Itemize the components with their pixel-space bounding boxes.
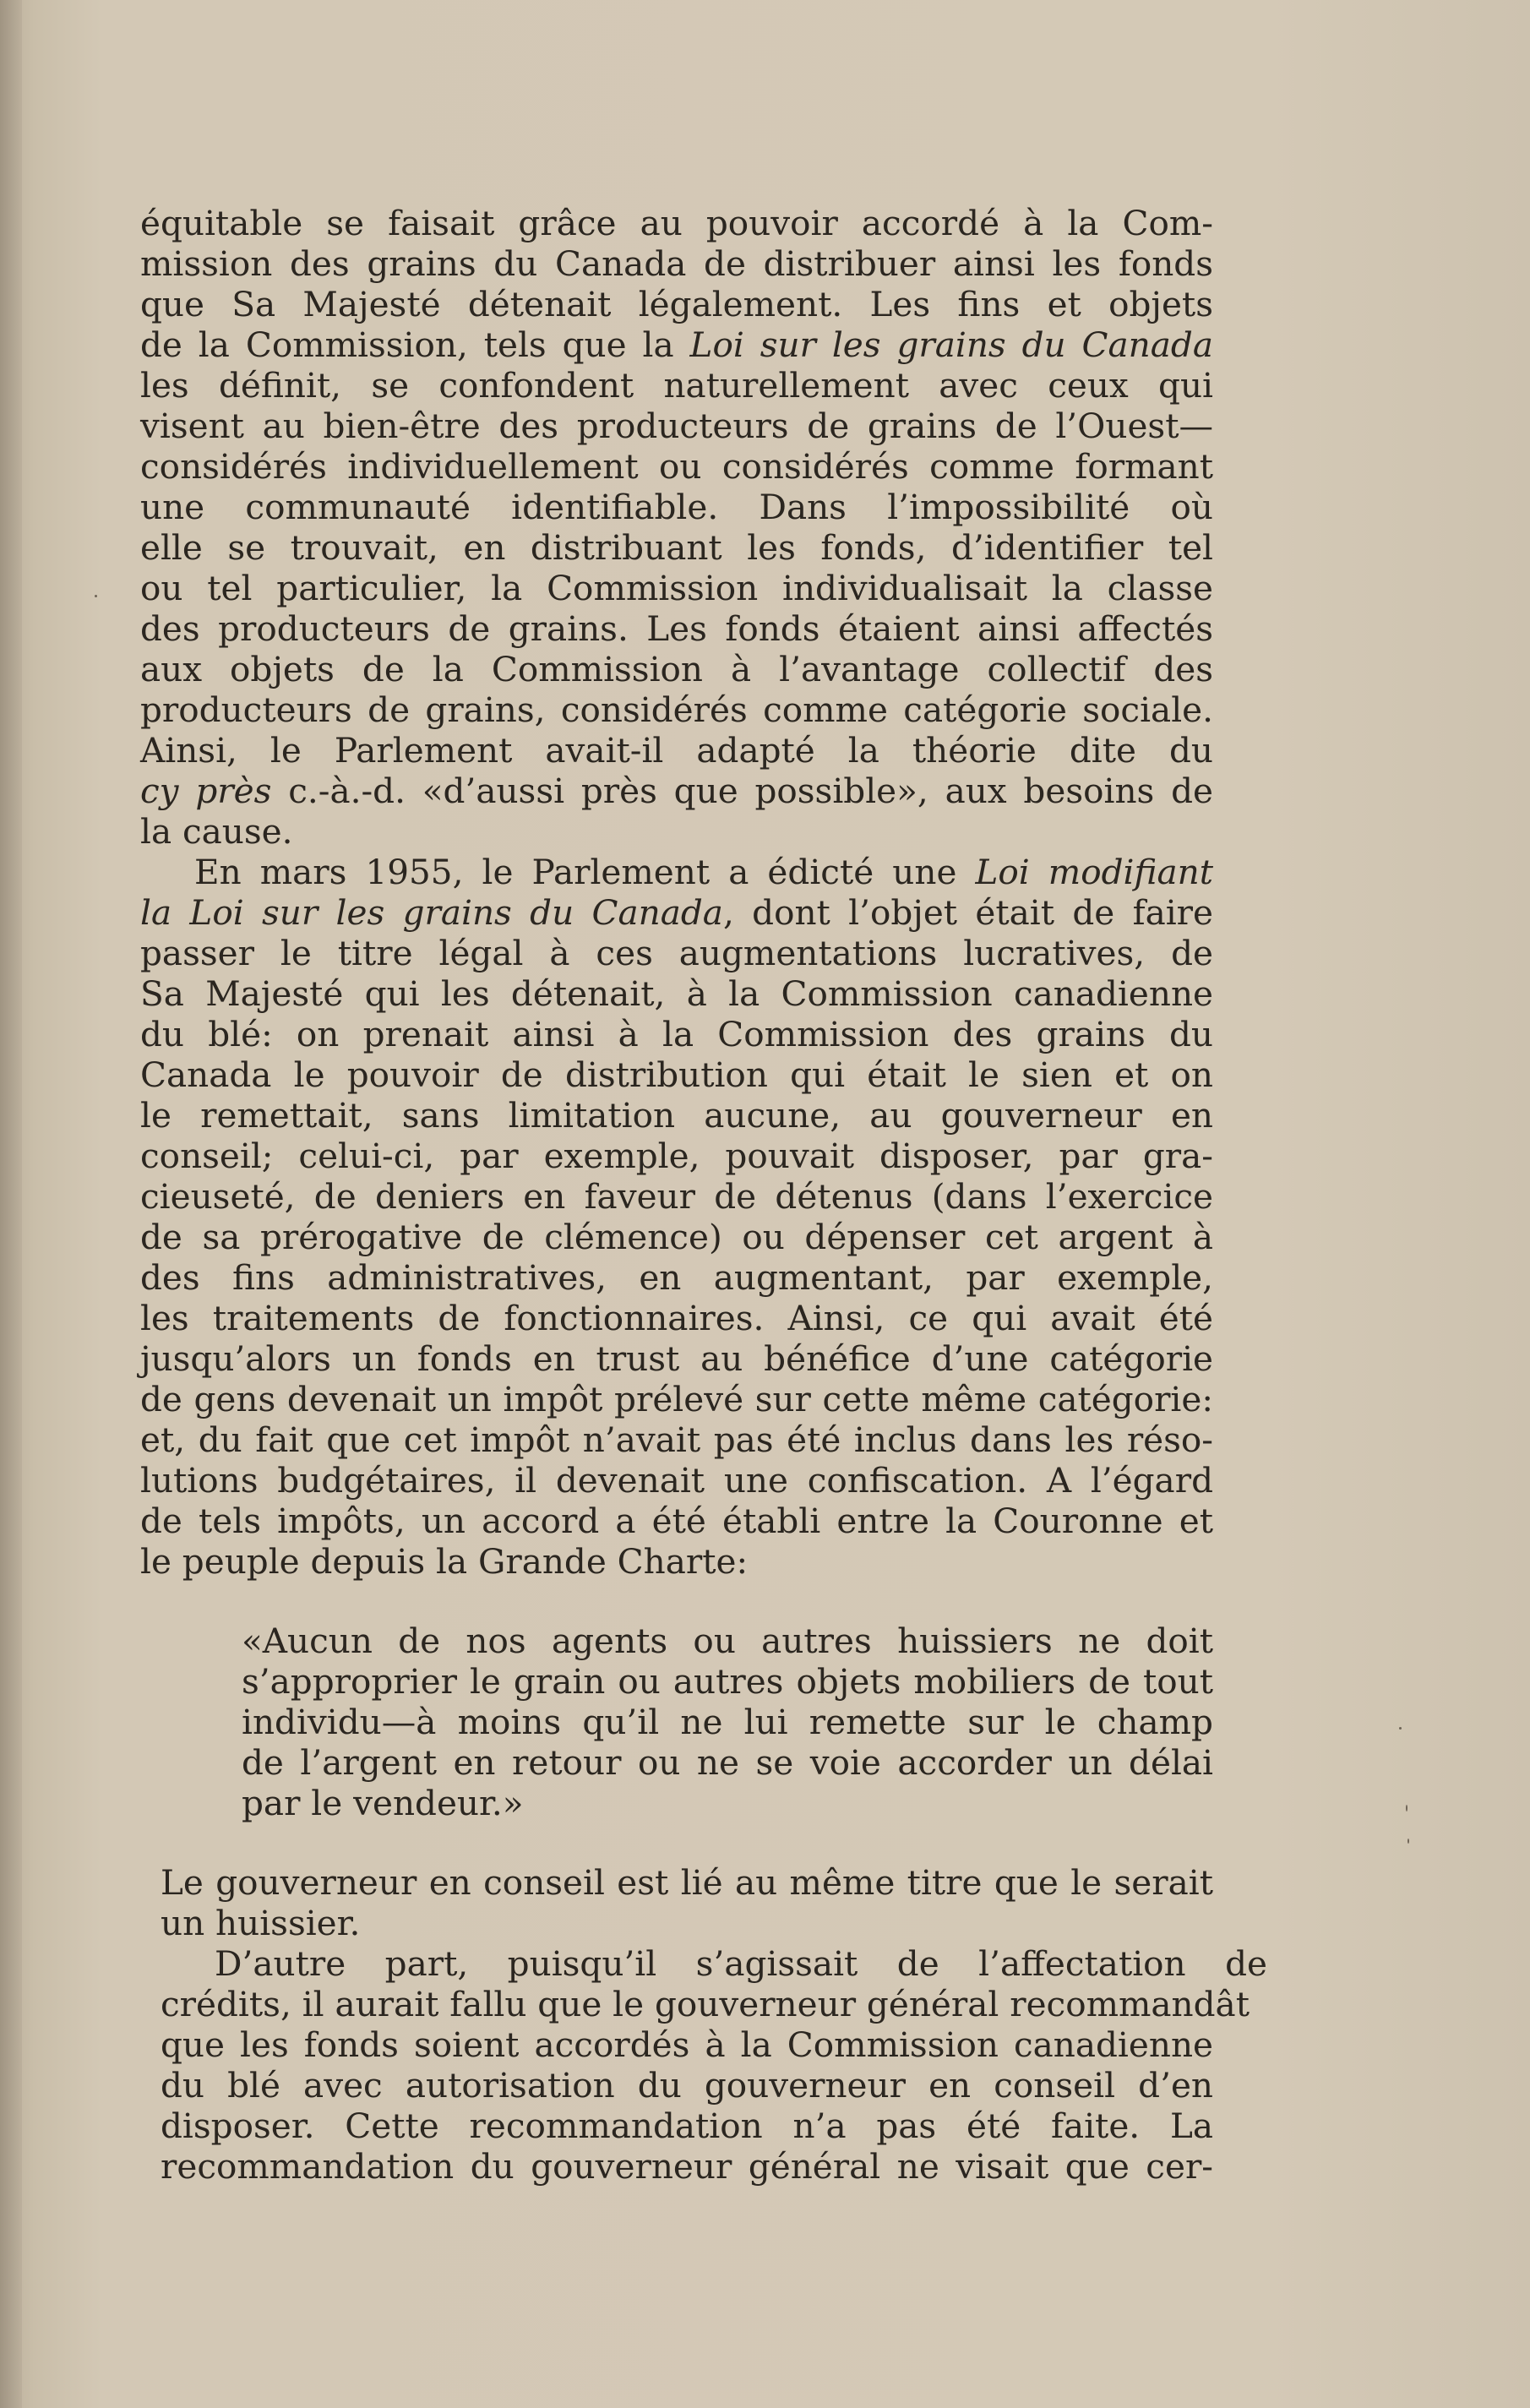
text-line: Le gouverneur en conseil est lié au même titre que le serait [161, 1862, 1213, 1903]
text-line: les traitements de fonctionnaires. Ainsi, ce qui avait été [140, 1298, 1213, 1338]
text-line: le remettait, sans limitation aucune, au gouverneur en [140, 1095, 1213, 1136]
text-line [140, 892, 1213, 933]
paper-speck [1406, 1805, 1407, 1811]
text-line: les définit, se confondent naturellement avec ceux qui [140, 365, 1213, 406]
text-line: que Sa Majesté détenait légalement. Les fins et objets [140, 284, 1213, 324]
text-line: aux objets de la Commission à l’avantage collectif des [140, 649, 1213, 689]
quote-line: par le vendeur.» [242, 1783, 524, 1823]
text-line: mission des grains du Canada de distribuer ainsi les fonds [140, 243, 1213, 284]
italic-title: la Loi sur les grains du Canada [140, 892, 723, 933]
text-line: de tels impôts, un accord a été établi entre la Couronne et [140, 1501, 1213, 1541]
text-line: Canada le pouvoir de distribution qui était le sien et on [140, 1054, 1213, 1095]
text-line: Sa Majesté qui les détenait, à la Commission canadienne [140, 973, 1213, 1014]
text-line [140, 852, 1213, 892]
text-line [140, 771, 1213, 811]
italic-phrase: cy près [140, 771, 272, 811]
quote-line: individu—à moins qu’il ne lui remette sur le champ [242, 1702, 1213, 1742]
text-line: du blé: on prenait ainsi à la Commission des grains du [140, 1014, 1213, 1054]
page-body [140, 203, 1267, 2187]
text-line: crédits, il aurait fallu que le gouverneur général recommandât [161, 1984, 1250, 2024]
text-line: considérés individuellement ou considérés comme formant [140, 446, 1213, 487]
text-line: elle se trouvait, en distribuant les fonds, d’identifier tel [140, 527, 1213, 568]
text-run: En mars 1955, le Parlement a édicté une [194, 852, 976, 892]
paragraph-2 [140, 852, 1213, 1582]
text-line: cieuseté, de deniers en faveur de détenus (dans l’exercice [140, 1176, 1213, 1217]
text-line: disposer. Cette recommandation n’a pas été faite. La [161, 2106, 1213, 2146]
paragraph-1 [140, 203, 1213, 852]
paper-speck [1399, 1727, 1402, 1730]
text-line: le peuple depuis la Grande Charte: [140, 1541, 749, 1582]
quote-line: s’approprier le grain ou autres objets mobiliers de tout [242, 1661, 1213, 1702]
text-line: lutions budgétaires, il devenait une confiscation. A l’égard [140, 1460, 1213, 1501]
text-line: que les fonds soient accordés à la Commission canadienne [161, 2024, 1213, 2065]
paragraph-4 [140, 1943, 1267, 2187]
text-line: des fins administratives, en augmentant, par exemple, [140, 1257, 1213, 1298]
italic-title: Loi modifiant [975, 852, 1213, 892]
text-line: Ainsi, le Parlement avait-il adapté la théorie dite du [140, 730, 1213, 771]
text-line: producteurs de grains, considérés comme catégorie sociale. [140, 689, 1213, 730]
text-line: des producteurs de grains. Les fonds étaient ainsi affectés [140, 608, 1213, 649]
text-line: de sa prérogative de clémence) ou dépenser cet argent à [140, 1217, 1213, 1257]
text-line: recommandation du gouverneur général ne visait que cer- [161, 2146, 1213, 2187]
text-line: D’autre part, puisqu’il s’agissait de l’affectation de [215, 1943, 1267, 1984]
paragraph-3 [140, 1862, 1213, 1943]
text-line: équitable se faisait grâce au pouvoir accordé à la Com- [140, 203, 1213, 243]
text-run: c.-à.-d. «d’aussi près que possible», aux besoins de [271, 771, 1214, 811]
text-line: visent au bien-être des producteurs de grains de l’Ouest— [140, 406, 1213, 446]
italic-title: Loi sur les grains du Canada [689, 324, 1213, 365]
block-quote [140, 1621, 1213, 1823]
text-line: ou tel particulier, la Commission individualisait la classe [140, 568, 1213, 608]
text-line: une communauté identifiable. Dans l’impossibilité où [140, 487, 1213, 527]
text-line: du blé avec autorisation du gouverneur en conseil d’en [161, 2065, 1213, 2106]
paper-speck [95, 595, 97, 597]
text-line: et, du fait que cet impôt n’avait pas été inclus dans les réso- [140, 1419, 1213, 1460]
text-line: conseil; celui-ci, par exemple, pouvait disposer, par gra- [140, 1136, 1213, 1176]
text-line: jusqu’alors un fonds en trust au bénéfice d’une catégorie [140, 1338, 1213, 1379]
text-line [140, 324, 1213, 365]
quote-line: de l’argent en retour ou ne se voie accorder un délai [242, 1742, 1213, 1783]
text-line: la cause. [140, 811, 293, 852]
quote-line: «Aucun de nos agents ou autres huissiers ne doit [242, 1621, 1213, 1661]
text-run: de la Commission, tels que la [140, 324, 690, 365]
text-line: un huissier. [161, 1903, 361, 1943]
text-run: , dont l’objet était de faire [722, 892, 1213, 933]
paper-speck [1407, 1839, 1409, 1844]
text-line: passer le titre légal à ces augmentations lucratives, de [140, 933, 1213, 973]
text-line: de gens devenait un impôt prélevé sur cette même catégorie: [140, 1379, 1213, 1419]
